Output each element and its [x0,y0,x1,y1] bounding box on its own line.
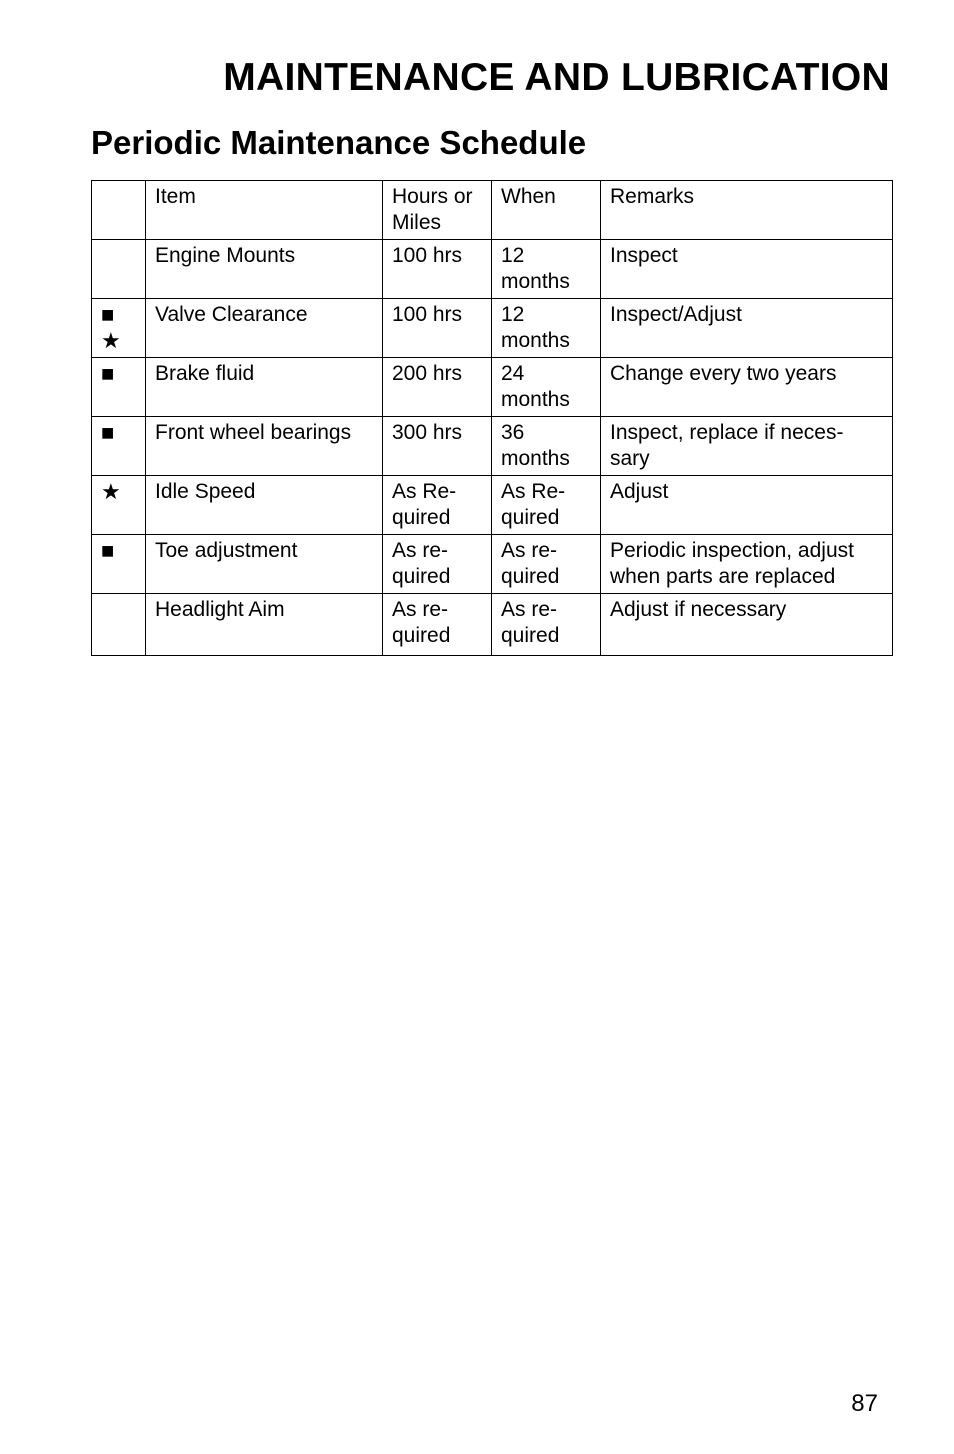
table-row [92,535,893,594]
symbol-cell [92,358,146,417]
table-row [92,240,893,299]
table-header-row [92,181,893,240]
remarks-text: Periodic inspection, adjust [610,539,854,562]
table-row [92,417,893,476]
remarks-text: when parts are replaced [610,565,836,588]
hours-text: As re- [392,539,449,562]
hours-text: As Re- [392,480,457,503]
hours-cell [383,476,492,535]
header-hours-line2: Miles [392,211,442,234]
when-cell [492,535,601,594]
header-cell-hours [383,181,492,240]
when-text: 36 [501,421,525,444]
header-hours-line1: Hours or [392,185,473,208]
when-cell [492,358,601,417]
remarks-cell [601,594,893,656]
when-cell [492,299,601,358]
when-cell [492,417,601,476]
square-icon: ■ [101,361,115,386]
hours-text: quired [392,506,451,529]
hours-text: quired [392,624,451,647]
when-text: quired [501,565,560,588]
when-text: 12 [501,303,525,326]
remarks-text: Change every two years [610,362,837,385]
item-cell: Toe adjustment [146,535,383,594]
when-text: months [501,388,570,411]
header-cell-remarks: Remarks [601,181,893,240]
remarks-text: Inspect [610,244,678,267]
remarks-text: sary [610,447,650,470]
item-cell: Headlight Aim [146,594,383,656]
hours-cell [383,240,492,299]
symbol-cell [92,417,146,476]
item-cell: Engine Mounts [146,240,383,299]
page-number: 87 [851,1390,878,1417]
remarks-text: Inspect, replace if neces- [610,421,844,444]
when-text: months [501,270,570,293]
square-icon: ■ [101,302,115,327]
hours-cell [383,299,492,358]
section-title: Periodic Maintenance Schedule [91,124,587,161]
maintenance-schedule-table [91,180,893,656]
hours-text: 100 hrs [392,244,463,267]
header-cell-when: When [492,181,601,240]
when-text: quired [501,506,560,529]
hours-text: 100 hrs [392,303,463,326]
square-icon: ■ [101,420,115,445]
star-icon: ★ [101,479,121,504]
remarks-text: Inspect/Adjust [610,303,742,326]
symbol-cell [92,476,146,535]
remarks-text: Adjust if necessary [610,598,787,621]
when-text: 12 [501,244,525,267]
symbol-cell [92,535,146,594]
when-text: quired [501,624,560,647]
chapter-title: MAINTENANCE AND LUBRICATION [223,56,890,99]
remarks-cell [601,299,893,358]
item-cell: Idle Speed [146,476,383,535]
when-text: As re- [501,598,558,621]
symbol-cell [92,299,146,358]
table-row [92,299,893,358]
hours-text: 300 hrs [392,421,463,444]
remarks-cell [601,476,893,535]
remarks-cell [601,358,893,417]
remarks-cell [601,417,893,476]
hours-text: As re- [392,598,449,621]
remarks-cell [601,240,893,299]
hours-cell [383,594,492,656]
table-row [92,594,893,656]
hours-text: 200 hrs [392,362,463,385]
star-icon: ★ [101,328,121,353]
header-cell-symbol [92,181,146,240]
item-cell: Front wheel bearings [146,417,383,476]
when-cell [492,240,601,299]
item-cell: Brake fluid [146,358,383,417]
symbol-cell [92,240,146,299]
item-cell: Valve Clearance [146,299,383,358]
when-cell [492,476,601,535]
hours-text: quired [392,565,451,588]
when-text: months [501,329,570,352]
header-cell-item: Item [146,181,383,240]
remarks-text: Adjust [610,480,669,503]
hours-cell [383,535,492,594]
symbol-cell [92,594,146,656]
when-text: As re- [501,539,558,562]
table-row [92,358,893,417]
square-icon: ■ [101,538,115,563]
when-text: months [501,447,570,470]
when-text: As Re- [501,480,566,503]
table-row [92,476,893,535]
when-text: 24 [501,362,525,385]
when-cell [492,594,601,656]
hours-cell [383,417,492,476]
hours-cell [383,358,492,417]
remarks-cell [601,535,893,594]
